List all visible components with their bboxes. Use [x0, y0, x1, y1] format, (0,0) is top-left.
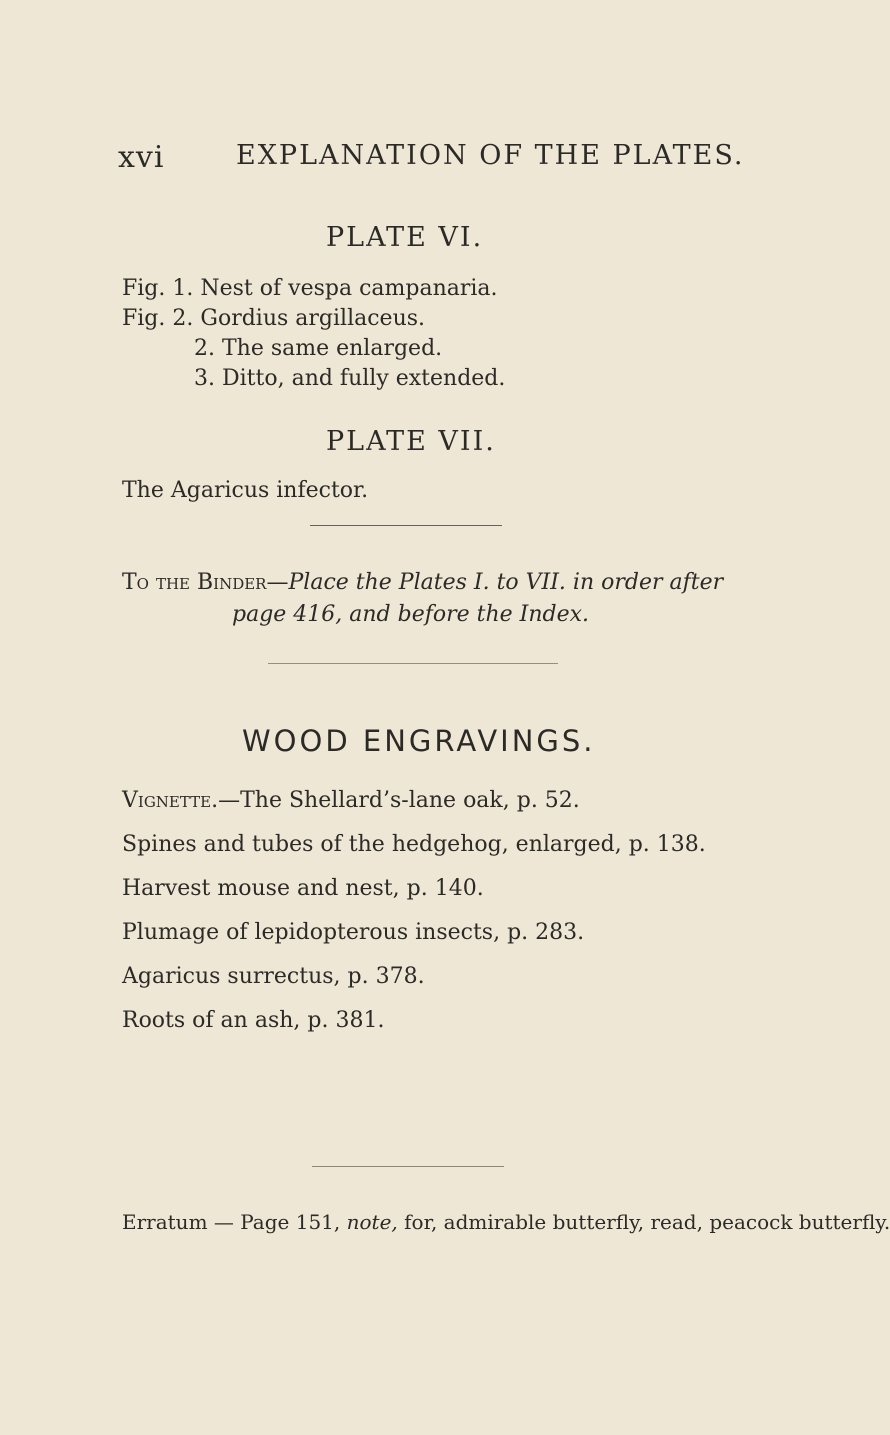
- erratum-note: [122, 1210, 890, 1234]
- erratum-lead: Erratum — Page 151,: [122, 1210, 341, 1234]
- plate-7-text: The Agaricus infector.: [122, 478, 369, 503]
- binder-note-line-1: [122, 570, 723, 595]
- erratum-note-word: note,: [346, 1210, 398, 1234]
- engraving-item: Plumage of lepidopterous insects, p. 283.: [122, 920, 585, 945]
- binder-instruction: Place the Plates I. to VII. in order after: [288, 570, 724, 595]
- fig-text: 2. The same enlarged.: [194, 336, 443, 361]
- plate-7-title: PLATE VII.: [326, 426, 496, 457]
- engraving-item: Spines and tubes of the hedgehog, enlarged, p. 138.: [122, 832, 706, 857]
- engraving-item: [122, 788, 580, 813]
- fig-label: Fig. 1.: [122, 276, 194, 301]
- wood-engravings-title: WOOD ENGRAVINGS.: [242, 724, 596, 758]
- fig-text: Gordius argillaceus.: [200, 306, 426, 331]
- plate-6-title: PLATE VI.: [326, 222, 484, 253]
- binder-note-line-2: page 416, and before the Index.: [232, 602, 590, 627]
- erratum-text: for, admirable butterfly, read, peacock butterfly.: [404, 1210, 890, 1234]
- fig-text: 3. Ditto, and fully extended.: [194, 366, 506, 391]
- binder-lead: To the Binder: [122, 570, 267, 595]
- plate-6-item: [122, 306, 425, 331]
- plate-6-item: [194, 366, 505, 391]
- engraving-item: Harvest mouse and nest, p. 140.: [122, 876, 484, 901]
- divider: [312, 1166, 504, 1167]
- plate-6-item: [122, 276, 498, 301]
- vignette-text: —The Shellard’s-lane oak, p. 52.: [218, 788, 580, 813]
- fig-text: Nest of vespa campanaria.: [200, 276, 498, 301]
- binder-dash: —: [266, 570, 289, 595]
- divider: [310, 525, 502, 526]
- page-number: xvi: [118, 140, 165, 175]
- engraving-item: Roots of an ash, p. 381.: [122, 1008, 385, 1033]
- engraving-item: Agaricus surrectus, p. 378.: [122, 964, 425, 989]
- vignette-label: Vignette.: [122, 788, 219, 813]
- page-header-title: EXPLANATION OF THE PLATES.: [236, 140, 745, 171]
- divider: [268, 663, 558, 664]
- plate-6-item: [194, 336, 442, 361]
- fig-label: Fig. 2.: [122, 306, 194, 331]
